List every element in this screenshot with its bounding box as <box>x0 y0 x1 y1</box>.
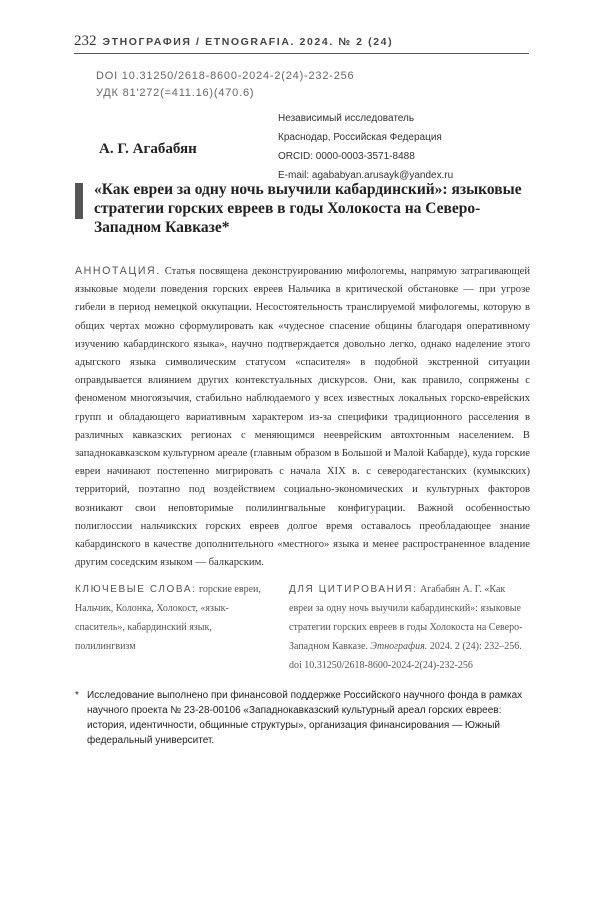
keywords <box>75 580 265 656</box>
location: Краснодар, Российская Федерация <box>278 132 442 143</box>
abstract <box>75 262 530 572</box>
udc: УДК 81'272(=411.16)(470.6) <box>96 87 255 99</box>
orcid[interactable]: ORCID: 0000-0003-3571-8488 <box>278 151 415 162</box>
author-name: А. Г. Агабабян <box>99 141 197 157</box>
citation-tail: 2024. 2 (24): 232–256. doi 10.31250/2618-8600-2024-2(24)-232-256 <box>289 641 522 671</box>
abstract-text: Статья посвящена деконструированию мифологемы, напрямую затрагивающей языковые модели поведения горских евреев Нальчика в критической обстановке — при угрозе гибели в период немецкой оккупации. Несостоятельность транслируемой мифологемы, которую в общих чертах можно сформулировать как «чудесное спасение общины благодаря оперативному изучению кабардинского языка», научно подтверждается довольно легко, однако наделение этого адыгского языка символическим статусом «спасителя» в подобной экстренной ситуации оправдывается влиянием других контекстуальных дискурсов. Они, как правило, сопряжены с феноменом многоязычия, стабильно наблюдаемого у всех известных локальных горско-еврейских групп и обладающего вариативным характером из-за специфики традиционного расселения в различных кавказских регионах с меняющимся нееврейским автохтонным населением. В западнокавказском культурном ареале (главным образом в Большой и Малой Кабарде), куда горские евреи начинают постепенно мигрировать с начала XIX в. с северодагестанских (кумыкских) территорий, поэтапно под воздействием социально-экономических и культурных факторов возникают свои неповторимые полилингвальные конфигурации. Важной особенностью полиглоссии нальчикских горских евреев долгое время оставалось преобладающее знание кабардинского в качестве дополнительного «местного» языка и менее распространенное владение другим соседским языком — балкарским. <box>75 266 530 569</box>
running-header <box>74 33 529 54</box>
page-number: 232 <box>74 33 97 49</box>
journal-title: ЭТНОГРАФИЯ / ETNOGRAFIA. 2024. № 2 (24) <box>102 36 394 48</box>
footnote-marker: * <box>75 690 79 701</box>
keywords-label: КЛЮЧЕВЫЕ СЛОВА: <box>75 584 197 595</box>
citation <box>289 580 529 675</box>
identifiers-block <box>96 68 354 102</box>
footnote <box>75 688 530 748</box>
abstract-label: АННОТАЦИЯ. <box>75 265 161 277</box>
affiliation: Независимый исследователь <box>278 113 415 124</box>
keywords-text: горские евреи, Нальчик, Колонка, Холокост, «язык-спаситель», кабардинский язык, полилингвизм <box>75 584 261 652</box>
article-title: «Как евреи за одну ночь выучили кабардинский»: языковые стратегии горских евреев в годы Холокоста на Северо-Западном Кавказе* <box>94 181 522 236</box>
title-accent-bar <box>75 183 83 219</box>
email[interactable]: E-mail: agababyan.arusayk@yandex.ru <box>278 170 454 181</box>
citation-text: Агабабян А. Г. «Как евреи за одну ночь выучили кабардинский»: языковые стратегии горских евреев в годы Холокоста на Северо-Западном Кавказе. <box>289 584 523 652</box>
citation-label: ДЛЯ ЦИТИРОВАНИЯ: <box>289 584 418 595</box>
doi[interactable]: DOI 10.31250/2618-8600-2024-2(24)-232-256 <box>96 70 355 82</box>
citation-journal: Этнография. <box>370 641 428 652</box>
footnote-text: Исследование выполнено при финансовой поддержке Российского научного фонда в рамках научного проекта № 23-28-00106 «Западнокавказский культурный ареал горских евреев: история, идентичности, общинные структуры», организация финансирования — Южный федеральный университет. <box>87 690 523 746</box>
author-affiliation <box>278 109 453 185</box>
